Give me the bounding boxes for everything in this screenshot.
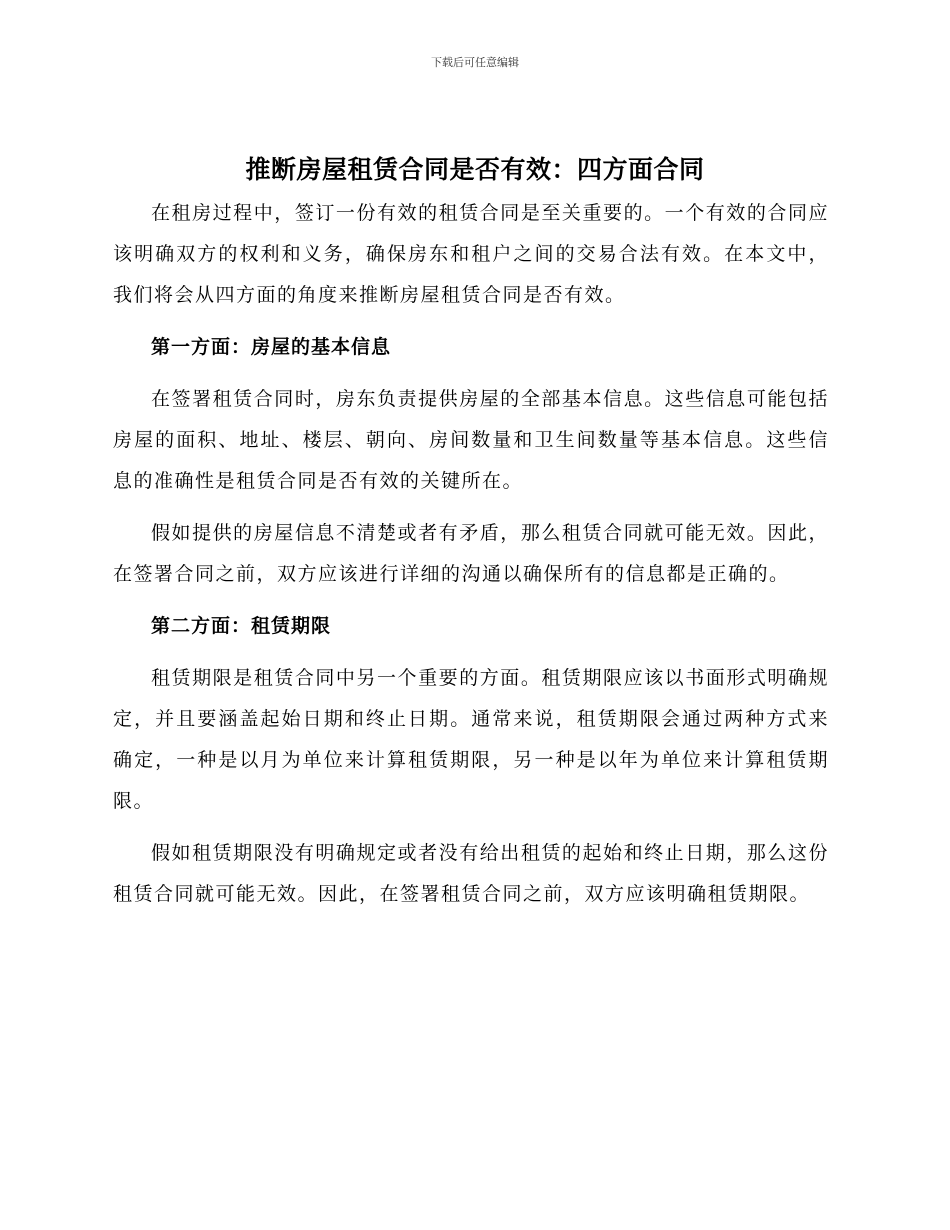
section-1-paragraph-2: 假如提供的房屋信息不清楚或者有矛盾，那么租赁合同就可能无效。因此，在签署合同之前，双方应该进行详细的沟通以确保所有的信息都是正确的。 — [113, 522, 829, 585]
section-2-paragraph-2: 假如租赁期限没有明确规定或者没有给出租赁的起始和终止日期，那么这份租赁合同就可能无效。因此，在签署租赁合同之前，双方应该明确租赁期限。 — [113, 842, 829, 905]
section-heading-2: 第二方面：租赁期限 — [151, 615, 332, 637]
section-heading-1: 第一方面：房屋的基本信息 — [151, 336, 392, 358]
header-note: 下载后可任意编辑 — [431, 56, 519, 69]
document-title: 推断房屋租赁合同是否有效：四方面合同 — [245, 155, 705, 184]
document-body — [113, 193, 829, 926]
section-1-paragraph-1: 在签署租赁合同时，房东负责提供房屋的全部基本信息。这些信息可能包括房屋的面积、地址、楼层、朝向、房间数量和卫生间数量等基本信息。这些信息的准确性是租赁合同是否有效的关键所在。 — [113, 388, 829, 492]
section-2-paragraph-1: 租赁期限是租赁合同中另一个重要的方面。租赁期限应该以书面形式明确规定，并且要涵盖起始日期和终止日期。通常来说，租赁期限会通过两种方式来确定，一种是以月为单位来计算租赁期限，另一种是以年为单位来计算租赁期限。 — [113, 667, 829, 812]
intro-paragraph: 在租房过程中，签订一份有效的租赁合同是至关重要的。一个有效的合同应该明确双方的权利和义务，确保房东和租户之间的交易合法有效。在本文中，我们将会从四方面的角度来推断房屋租赁合同是否有效。 — [113, 202, 829, 306]
